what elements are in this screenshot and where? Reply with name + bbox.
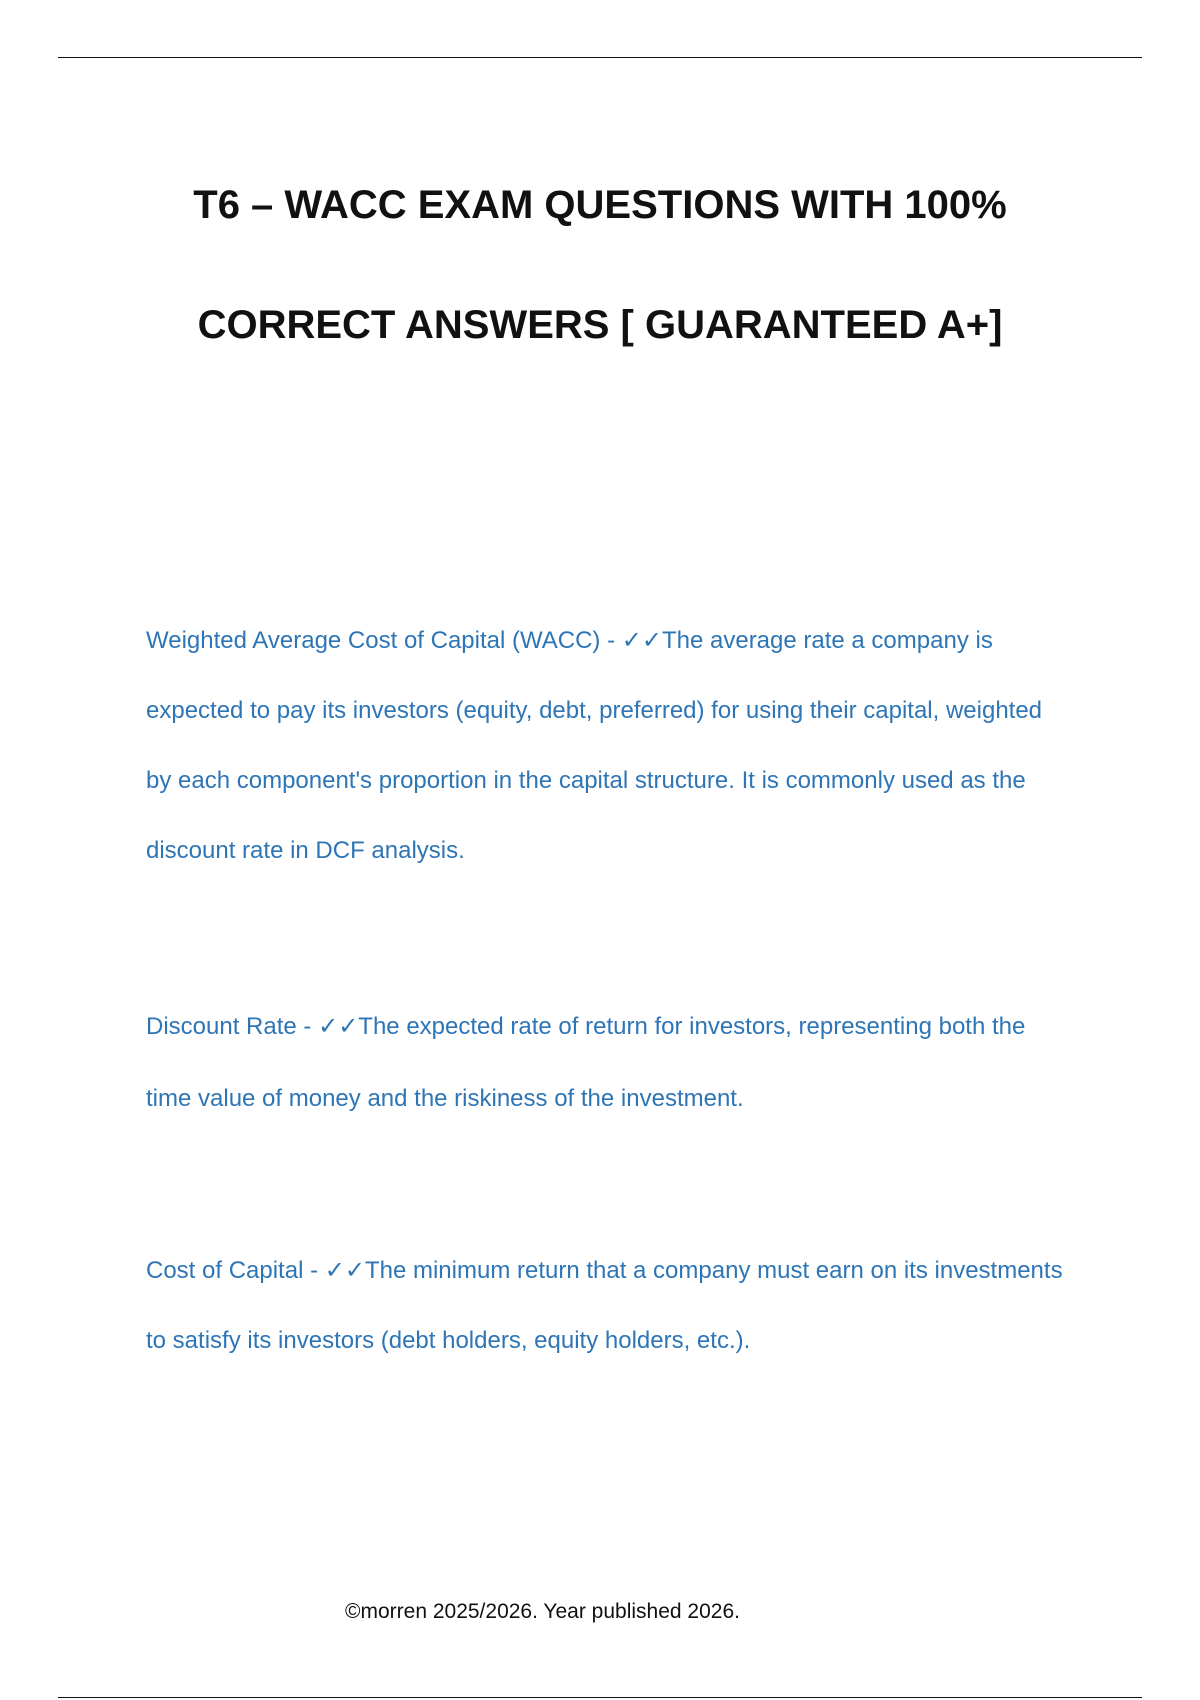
- qa-entry-cost-of-capital: [146, 1235, 1066, 1376]
- copyright-footer: ©morren 2025/2026. Year published 2026.: [345, 1600, 740, 1623]
- double-check-icon: ✓✓: [324, 1256, 365, 1284]
- entry-term: Weighted Average Cost of Capital (WACC): [146, 627, 601, 654]
- entry-definition: The expected rate of return for investors, representing both the time value of money and the riskiness of the investment.: [146, 1013, 1026, 1112]
- title-line-2: CORRECT ANSWERS [ GUARANTEED A+]: [197, 303, 1003, 347]
- double-check-icon: ✓✓: [318, 1012, 359, 1040]
- entry-separator: -: [296, 1013, 319, 1040]
- qa-entry-discount-rate: [146, 990, 1066, 1135]
- entry-separator: -: [303, 1257, 325, 1284]
- header-rule: [58, 57, 1142, 58]
- double-check-icon: ✓✓: [621, 626, 662, 654]
- entry-term: Cost of Capital: [146, 1257, 304, 1284]
- entry-definition: The average rate a company is expected to pay its investors (equity, debt, preferred) for using their capital, weighted by each component's proportion in the capital structure. It is commonly used as the discount rate in DCF analysis.: [146, 627, 1043, 864]
- qa-entry-wacc: [146, 605, 1066, 886]
- document-title: [100, 145, 1100, 385]
- footer-rule: [58, 1697, 1142, 1698]
- title-line-1: T6 – WACC EXAM QUESTIONS WITH 100%: [193, 183, 1007, 227]
- entry-term: Discount Rate: [146, 1013, 297, 1040]
- entry-separator: -: [600, 627, 622, 654]
- entry-definition: The minimum return that a company must earn on its investments to satisfy its investors (debt holders, equity holders, etc.).: [146, 1257, 1063, 1354]
